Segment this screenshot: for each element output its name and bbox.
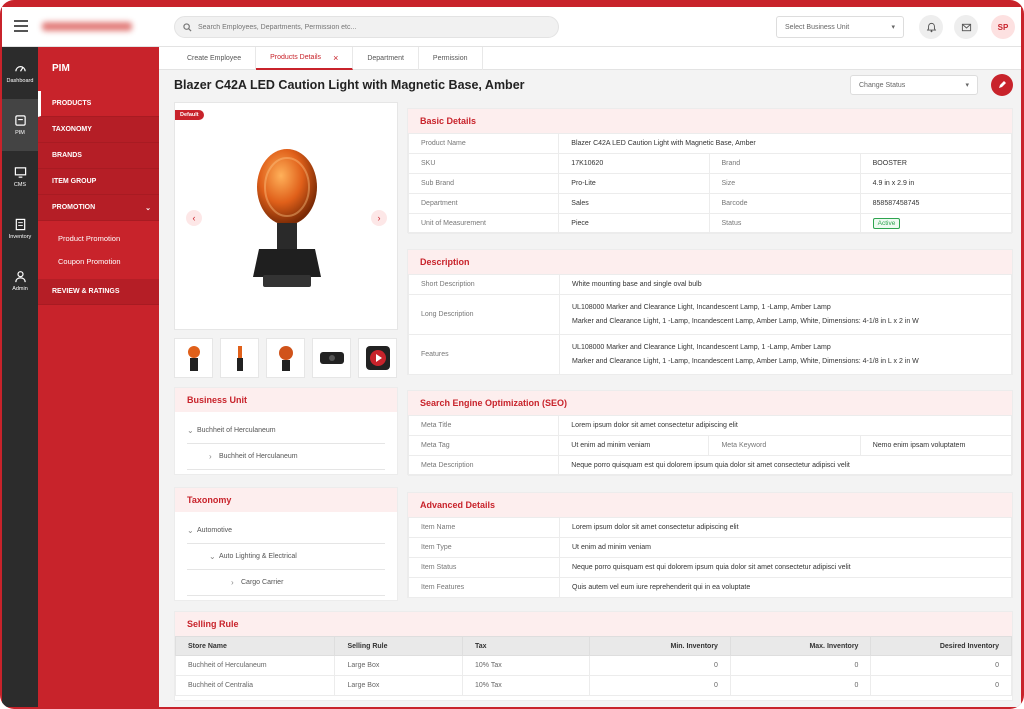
sidebar-subitem-product-promotion[interactable]: Product Promotion (58, 234, 121, 243)
table-cell: 10% Tax (462, 656, 589, 676)
tree-node[interactable] (187, 518, 385, 544)
table-row (409, 436, 1012, 456)
rail-label: Dashboard (6, 78, 34, 84)
table-cell: 0 (871, 676, 1012, 696)
tab-permission[interactable] (419, 47, 483, 70)
field-value (560, 335, 1012, 375)
rail-item-pim[interactable] (2, 99, 38, 151)
chevron-down-icon: ⌄ (145, 204, 151, 212)
tree-node[interactable] (187, 570, 385, 596)
brand-logo (42, 22, 132, 31)
tree-node[interactable] (187, 444, 385, 470)
top-bar (2, 7, 1021, 47)
seo-card (407, 390, 1013, 475)
tab-bar (159, 47, 1021, 70)
taxonomy-tree (175, 512, 397, 602)
table-row (409, 194, 1012, 214)
gauge-icon (14, 62, 27, 75)
status-badge: Active (873, 218, 901, 229)
field-label: Unit of Measurement (409, 214, 559, 234)
field-value: Lorem ipsum dolor sit amet consectetur adipiscing elit (559, 416, 1012, 436)
rail-item-inventory[interactable] (2, 203, 38, 255)
business-unit-label: Select Business Unit (785, 23, 850, 31)
table-header-row (176, 637, 1012, 656)
chevron-left-icon: ‹ (192, 213, 196, 223)
table-row (409, 335, 1012, 375)
column-header: Desired Inventory (871, 637, 1012, 656)
table-cell: Buchheit of Centralia (176, 676, 335, 696)
thumbnail[interactable] (220, 338, 259, 378)
field-label: Features (409, 335, 560, 375)
table-row (409, 578, 1012, 598)
table-cell: 0 (730, 656, 871, 676)
table-row (176, 676, 1012, 696)
tree-node[interactable] (187, 544, 385, 570)
default-badge: Default (175, 110, 204, 120)
table-row (409, 456, 1012, 476)
pim-title: PIM (52, 63, 70, 74)
field-label: Brand (709, 154, 860, 174)
pim-sidebar (38, 47, 159, 707)
advanced-details-table (408, 517, 1012, 598)
field-label: Item Type (409, 538, 560, 558)
field-value: 4.9 in x 2.9 in (860, 174, 1011, 194)
tree-node-label: Buchheit of Herculaneum (197, 427, 276, 434)
table-row (409, 174, 1012, 194)
tab-products-details[interactable] (256, 47, 353, 70)
field-label: Meta Tag (409, 436, 559, 456)
table-cell: Large Box (335, 676, 463, 696)
thumbnail-strip (174, 338, 398, 378)
tree-node-label: Buchheit of Herculaneum (219, 453, 298, 460)
rail-item-cms[interactable] (2, 151, 38, 203)
product-thumb-icon (319, 349, 345, 367)
business-unit-tree (175, 412, 397, 476)
chevron-down-icon: ⌄ (187, 526, 194, 535)
play-video-icon (365, 345, 391, 371)
prev-image-button[interactable] (186, 210, 202, 226)
basic-details-card (407, 108, 1013, 233)
sidebar-item-label: BRANDS (52, 152, 82, 159)
field-label: Short Description (409, 275, 560, 295)
table-cell: Large Box (335, 656, 463, 676)
caret-down-icon: ▾ (891, 24, 895, 31)
thumbnail[interactable] (174, 338, 213, 378)
tab-create-employee[interactable] (173, 47, 256, 70)
card-title: Taxonomy (175, 488, 397, 512)
product-image-panel (174, 102, 398, 330)
field-label: SKU (409, 154, 559, 174)
field-value: Pro-Lite (559, 174, 709, 194)
user-avatar[interactable]: SP (991, 15, 1015, 39)
close-icon[interactable]: × (333, 52, 339, 63)
tab-department[interactable] (353, 47, 419, 70)
table-row (176, 656, 1012, 676)
field-value: Sales (559, 194, 709, 214)
tree-node-label: Automotive (197, 527, 233, 534)
field-value: Piece (559, 214, 709, 234)
monitor-icon (14, 166, 27, 179)
clipboard-icon (14, 218, 27, 231)
sidebar-subitem-coupon-promotion[interactable]: Coupon Promotion (58, 257, 121, 266)
field-label: Meta Description (409, 456, 559, 476)
tree-node-label: Auto Lighting & Electrical (219, 553, 297, 560)
card-title: Advanced Details (408, 493, 1012, 517)
sidebar-item-label: ITEM GROUP (52, 178, 97, 185)
notification-button[interactable] (919, 15, 943, 39)
field-label: Long Description (409, 295, 560, 335)
sidebar-item-label: PRODUCTS (52, 100, 92, 107)
business-unit-card (174, 387, 398, 475)
edit-button[interactable] (991, 74, 1013, 96)
column-header: Tax (462, 637, 589, 656)
user-icon (14, 270, 27, 283)
field-label: Product Name (409, 134, 559, 154)
module-rail (2, 47, 38, 707)
field-label: Barcode (709, 194, 860, 214)
sidebar-item-label: PROMOTION (52, 204, 96, 211)
table-cell: 10% Tax (462, 676, 589, 696)
table-row (409, 416, 1012, 436)
column-header: Store Name (176, 637, 335, 656)
menu-icon[interactable] (14, 20, 28, 32)
sidebar-item-brands[interactable] (38, 143, 159, 169)
column-header: Selling Rule (335, 637, 463, 656)
field-value: 17K10620 (559, 154, 709, 174)
column-header: Max. Inventory (730, 637, 871, 656)
rail-item-dashboard[interactable] (2, 47, 38, 99)
field-label: Item Status (409, 558, 560, 578)
text-line: UL108000 Marker and Clearance Light, Incandescent Lamp, 1 -Lamp, Amber Lamp (572, 303, 831, 311)
table-cell: 0 (871, 656, 1012, 676)
app-screen (2, 7, 1021, 707)
sidebar-item-products[interactable] (38, 91, 159, 117)
field-value: Ut enim ad minim veniam (560, 538, 1012, 558)
card-title: Business Unit (175, 388, 397, 412)
pencil-icon (997, 80, 1007, 90)
product-thumb-icon (235, 344, 245, 372)
page-title: Blazer C42A LED Caution Light with Magnetic Base, Amber (174, 78, 525, 92)
search-icon (183, 23, 192, 32)
sidebar-item-item-group[interactable] (38, 169, 159, 195)
sidebar-item-promotion[interactable] (38, 195, 159, 221)
field-label: Item Features (409, 578, 560, 598)
tab-label: Permission (432, 55, 468, 62)
field-value: Lorem ipsum dolor sit amet consectetur adipiscing elit (560, 518, 1012, 538)
tab-label: Create Employee (187, 55, 242, 62)
table-row (409, 518, 1012, 538)
field-value: Neque porro quisquam est qui dolorem ipsum quia dolor sit amet consectetur adipisci velit (560, 558, 1012, 578)
thumbnail[interactable] (266, 338, 305, 378)
field-value: Ut enim ad minim veniam (559, 436, 709, 456)
thumbnail[interactable] (358, 338, 397, 378)
column-header: Min. Inventory (590, 637, 731, 656)
box-icon (14, 114, 27, 127)
field-label: Item Name (409, 518, 560, 538)
next-image-button[interactable] (371, 210, 387, 226)
tab-label: Department (367, 55, 404, 62)
table-row (409, 538, 1012, 558)
field-value: Neque porro quisquam est qui dolorem ipsum quia dolor sit amet consectetur adipisci velit (559, 456, 1012, 476)
taxonomy-card (174, 487, 398, 601)
field-label: Meta Title (409, 416, 559, 436)
description-card (407, 249, 1013, 375)
mail-icon (961, 22, 972, 33)
chevron-down-icon: ⌄ (209, 552, 216, 561)
chevron-right-icon: › (377, 213, 381, 223)
promotion-submenu (38, 221, 159, 279)
change-status-select[interactable] (850, 75, 978, 95)
field-value: Nemo enim ipsam voluptatem (860, 436, 1011, 456)
table-row (409, 154, 1012, 174)
tree-node-label: Cargo Carrier (241, 579, 284, 586)
caret-down-icon: ▾ (965, 82, 969, 89)
table-row (409, 558, 1012, 578)
product-image (241, 143, 333, 293)
field-value (860, 214, 1011, 234)
chevron-right-icon: › (209, 452, 212, 461)
chevron-down-icon: ⌄ (187, 426, 194, 435)
field-label: Status (709, 214, 860, 234)
search-input[interactable] (198, 24, 538, 31)
table-cell: 0 (730, 676, 871, 696)
thumbnail[interactable] (312, 338, 351, 378)
tree-node[interactable] (187, 418, 385, 444)
seo-table (408, 415, 1012, 476)
table-row (409, 134, 1012, 154)
selling-rule-card (174, 611, 1013, 701)
field-label: Department (409, 194, 559, 214)
field-label: Meta Keyword (709, 436, 860, 456)
field-label: Size (709, 174, 860, 194)
card-title: Basic Details (408, 109, 1012, 133)
field-label: Sub Brand (409, 174, 559, 194)
bell-icon (926, 22, 937, 33)
change-status-label: Change Status (859, 81, 906, 89)
table-row (409, 295, 1012, 335)
table-row (409, 275, 1012, 295)
rail-label: Admin (12, 286, 28, 292)
card-title: Description (408, 250, 1012, 274)
messages-button[interactable] (954, 15, 978, 39)
rail-label: PIM (15, 130, 25, 136)
description-table (408, 274, 1012, 375)
table-cell: 0 (590, 656, 731, 676)
selling-rule-table (175, 636, 1012, 696)
table-row (409, 214, 1012, 234)
field-value: Blazer C42A LED Caution Light with Magnetic Base, Amber (559, 134, 1012, 154)
sidebar-item-taxonomy[interactable] (38, 117, 159, 143)
field-value: Quis autem vel eum iure reprehenderit qui in ea voluptate (560, 578, 1012, 598)
field-value: BOOSTER (860, 154, 1011, 174)
chevron-right-icon: › (231, 578, 234, 587)
sidebar-item-label: TAXONOMY (52, 126, 92, 133)
rail-item-admin[interactable] (2, 255, 38, 307)
field-value (560, 295, 1012, 335)
rail-label: Inventory (8, 234, 32, 240)
basic-details-table (408, 133, 1012, 234)
sidebar-item-review-ratings[interactable] (38, 279, 159, 305)
product-thumb-icon (187, 344, 201, 372)
table-cell: 0 (590, 676, 731, 696)
sidebar-item-label: REVIEW & RATINGS (52, 288, 120, 295)
table-cell: Buchheit of Herculaneum (176, 656, 335, 676)
text-line: UL108000 Marker and Clearance Light, Incandescent Lamp, 1 -Lamp, Amber Lamp (572, 343, 831, 351)
business-unit-select[interactable] (776, 16, 904, 38)
card-title: Selling Rule (175, 612, 1012, 636)
card-title: Search Engine Optimization (SEO) (408, 391, 1012, 415)
product-thumb-icon (278, 344, 294, 372)
text-line: Marker and Clearance Light, 1 -Lamp, Incandescent Lamp, Amber Lamp, White, Dimensions: 4-1/8 in L x 2 in W (572, 317, 919, 325)
advanced-details-card (407, 492, 1013, 598)
field-value: White mounting base and single oval bulb (560, 275, 1012, 295)
tab-label: Products Details (270, 54, 322, 61)
search-box[interactable] (174, 16, 559, 38)
rail-label: CMS (13, 182, 27, 188)
field-value: 858587458745 (860, 194, 1011, 214)
text-line: Marker and Clearance Light, 1 -Lamp, Incandescent Lamp, Amber Lamp, White, Dimensions: 4-1/8 in L x 2 in W (572, 357, 919, 365)
